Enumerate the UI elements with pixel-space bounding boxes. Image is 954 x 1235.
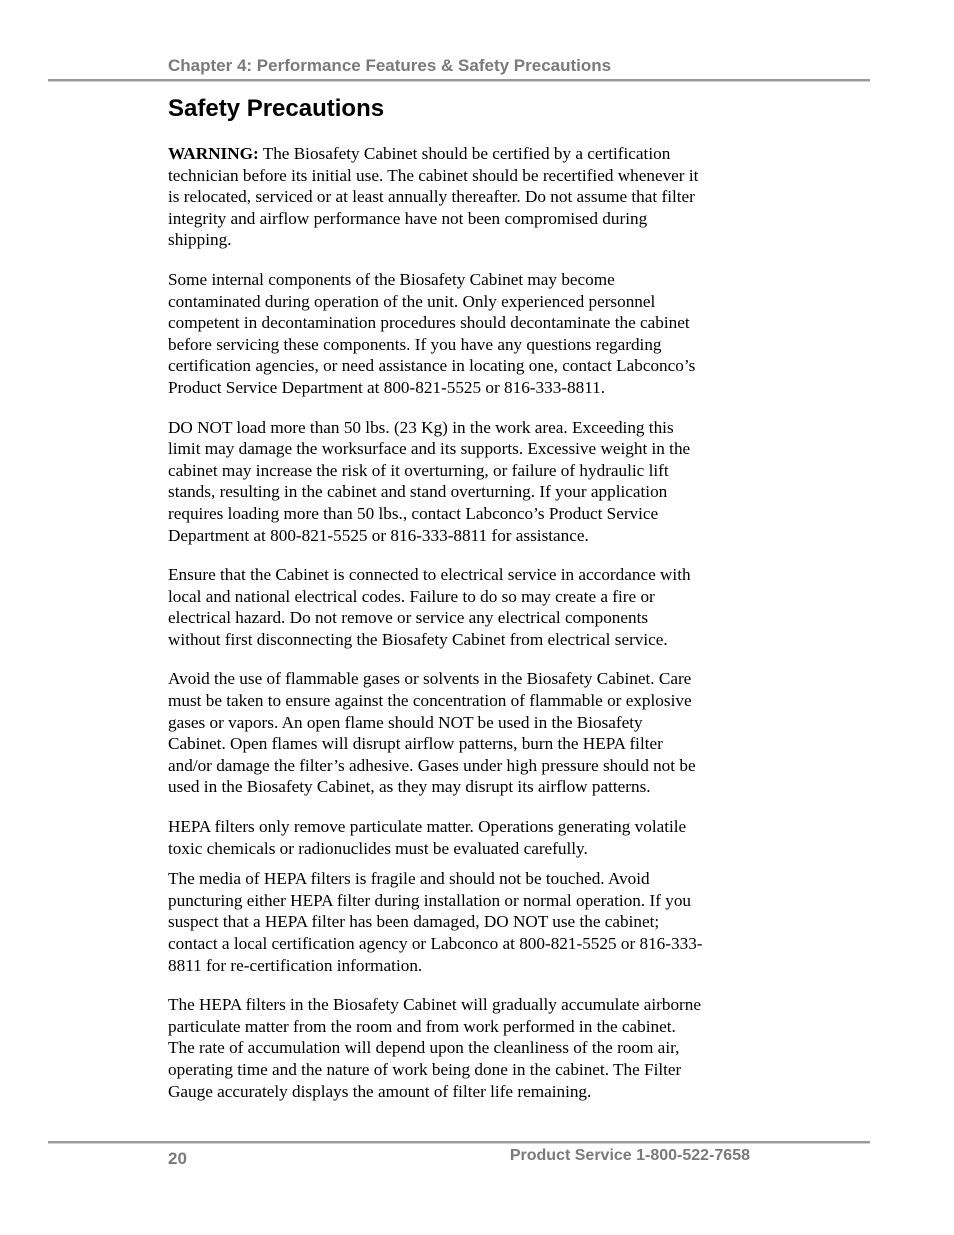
page-number: 20 (168, 1149, 187, 1168)
text-line: stands, resulting in the cabinet and stand overturning. If your application (168, 482, 668, 502)
text-line: suspect that a HEPA filter has been damaged, DO NOT use the cabinet; (168, 912, 660, 932)
text-line: is relocated, serviced or at least annually thereafter. Do not assume that filter (168, 187, 695, 207)
text-line: Avoid the use of flammable gases or solvents in the Biosafety Cabinet. Care (168, 669, 692, 689)
text-line: contact a local certification agency or Labconco at 800-821-5525 or 816-333- (168, 934, 703, 953)
text-line: and/or damage the filter’s adhesive. Gases under high pressure should not be (168, 755, 696, 775)
text-line: Product Service Department at 800-821-5525 or 816-333-8811. (168, 377, 606, 397)
section-title: Safety Precautions (168, 95, 385, 122)
body-content (168, 143, 758, 1120)
paragraph-hepa-particulate (168, 816, 758, 859)
text-line: Department at 800-821-5525 or 816-333-8811 for assistance. (168, 525, 589, 545)
text-line: toxic chemicals or radionuclides must be evaluated carefully. (168, 838, 588, 858)
paragraph-hepa-fragile (168, 868, 758, 976)
paragraph-flammable (168, 668, 758, 798)
text-line: electrical hazard. Do not remove or service any electrical components (168, 608, 649, 628)
text-line: particulate matter from the room and from work performed in the cabinet. (168, 1016, 676, 1036)
paragraph-contamination (168, 269, 758, 399)
warning-paragraph (168, 143, 758, 251)
text-line: limit may damage the worksurface and its supports. Excessive weight in the (168, 439, 691, 459)
text-line: integrity and airflow performance have not been compromised during (168, 208, 648, 228)
text-line: must be taken to ensure against the concentration of flammable or explosive (168, 691, 692, 711)
text-line: 8811 for re-certification information. (168, 955, 423, 975)
text-line: contaminated during operation of the unit. Only experienced personnel (168, 291, 656, 311)
header-divider (48, 79, 870, 82)
text-line: Ensure that the Cabinet is connected to electrical service in accordance with (168, 565, 691, 585)
text-line: WARNING: The Biosafety Cabinet should be certified by a certification (168, 144, 671, 163)
text-line: Gauge accurately displays the amount of filter life remaining. (168, 1081, 592, 1101)
text-line: Some internal components of the Biosafety Cabinet may become (168, 269, 615, 289)
text-line: operating time and the nature of work being done in the cabinet. The Filter (168, 1059, 682, 1079)
text-line: local and national electrical codes. Failure to do so may create a fire or (168, 586, 655, 606)
text-line: used in the Biosafety Cabinet, as they may disrupt its airflow patterns. (168, 777, 651, 797)
text-line: competent in decontamination procedures should decontaminate the cabinet (168, 313, 690, 333)
text-line: HEPA filters only remove particulate matter. Operations generating volatile (168, 817, 687, 837)
text-line: cabinet may increase the risk of it overturning, or failure of hydraulic lift (168, 460, 669, 480)
text-line: technician before its initial use. The cabinet should be recertified whenever it (168, 165, 699, 185)
text-line: shipping. (168, 230, 232, 250)
paragraph-hepa-accumulation (168, 994, 758, 1102)
paragraph-load-limit (168, 417, 758, 547)
product-service-phone: Product Service 1-800-522-7658 (509, 1147, 750, 1164)
text-line: certification agencies, or need assistance in locating one, contact Labconco’s (168, 356, 696, 376)
footer-divider (48, 1141, 870, 1144)
chapter-header: Chapter 4: Performance Features & Safety Precautions (168, 56, 612, 75)
text-line: without first disconnecting the Biosafety Cabinet from electrical service. (168, 629, 668, 649)
paragraph-electrical (168, 564, 758, 650)
text-line: requires loading more than 50 lbs., contact Labconco’s Product Service (168, 503, 659, 523)
warning-label: WARNING: (168, 144, 259, 163)
text-line: before servicing these components. If you have any questions regarding (168, 334, 662, 354)
text-line: The media of HEPA filters is fragile and should not be touched. Avoid (168, 869, 650, 889)
text-line: puncturing either HEPA filter during installation or normal operation. If you (168, 890, 691, 910)
text-line: The rate of accumulation will depend upon the cleanliness of the room air, (168, 1038, 680, 1058)
text-line: gases or vapors. An open flame should NOT be used in the Biosafety (168, 712, 643, 732)
text-line: Cabinet. Open flames will disrupt airflow patterns, burn the HEPA filter (168, 734, 663, 754)
text-line: DO NOT load more than 50 lbs. (23 Kg) in the work area. Exceeding this (168, 417, 674, 437)
text-line: The HEPA filters in the Biosafety Cabinet will gradually accumulate airborne (168, 995, 701, 1015)
